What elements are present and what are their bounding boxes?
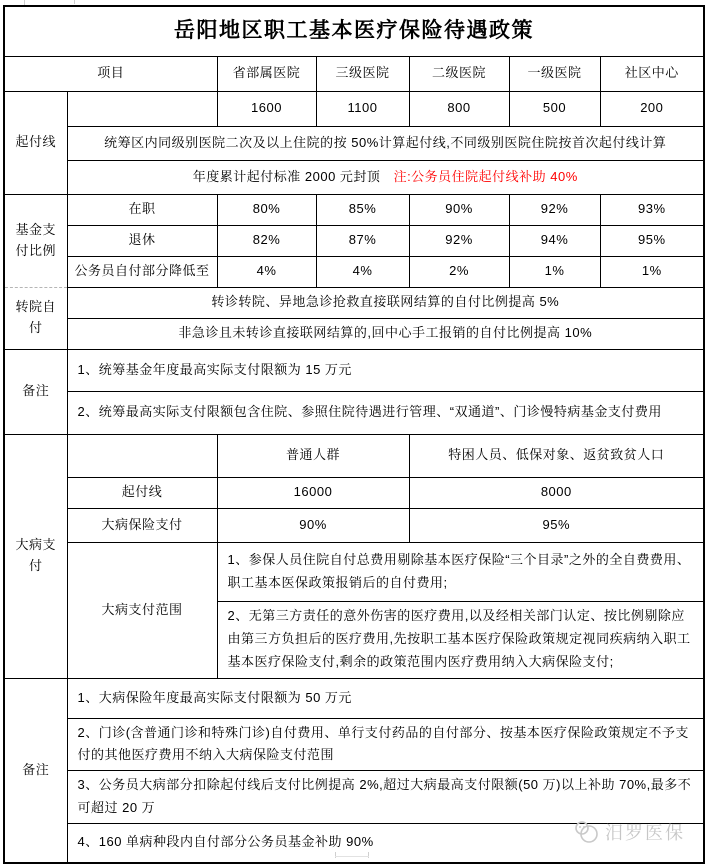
insurance-policy-table [3,5,705,864]
header-col-tier3-hospital: 三级医院 [316,56,409,91]
page-title: 岳阳地区职工基本医疗保险待遇政策 [4,6,704,56]
watermark [574,819,685,845]
notes2-item-1: 1、大病保险年度最高实际支付限额为 50 万元 [67,678,704,718]
notes1-item-1: 1、统筹基金年度最高实际支付限额为 15 万元 [67,349,704,391]
fund-ratio-active-tier1: 92% [509,194,600,225]
serious-illness-empty-cell [67,434,217,477]
deductible-value-tier3: 1100 [316,91,409,126]
mascot-logo-icon [574,820,600,844]
serious-deductible-poverty: 8000 [409,477,704,508]
group-header-general-population: 普通人群 [217,434,409,477]
serious-pay-ratio-general: 90% [217,508,409,542]
serious-scope-item-2: 2、无第三方责任的意外伤害的医疗费用,以及经相关部门认定、按比例剔除应由第三方负担后的医疗费用,先按职工基本医疗保险政策规定视同疾病纳入职工基本医疗保险支付,剩余的政策范围内医疗费用纳入大病保险支付; [217,601,704,678]
fund-ratio-cs-community: 1% [600,256,704,287]
fund-ratio-retired-tier3: 87% [316,225,409,256]
deductible-value-community: 200 [600,91,704,126]
fund-ratio-cs-tier1: 1% [509,256,600,287]
serious-scope-item-1: 1、参保人员住院自付总费用剔除基本医疗保险“三个目录”之外的全自费费用、职工基本医保政策报销后的自付费用; [217,542,704,601]
fund-ratio-active-provincial: 80% [217,194,316,225]
transfer-rule-2: 非急诊且未转诊直接联网结算的,回中心手工报销的自付比例提高 10% [67,318,704,349]
serious-deductible-label: 起付线 [67,477,217,508]
section-label-transfer: 转院自付 [4,287,67,349]
header-col-tier2-hospital: 二级医院 [409,56,509,91]
transfer-rule-1: 转诊转院、异地急诊抢救直接联网结算的自付比例提高 5% [67,287,704,318]
fund-ratio-row-label-active: 在职 [67,194,217,225]
notes2-item-4: 4、160 单病种段内自付部分公务员基金补助 90% [67,823,704,863]
watermark-text: 汨罗医保 [605,823,685,843]
notes1-item-2: 2、统筹最高实际支付限额包含住院、参照住院待遇进行管理、“双通道”、门诊慢特病基金支付费用 [67,391,704,434]
deductible-value-provincial: 1600 [217,91,316,126]
group-header-poverty-population: 特困人员、低保对象、返贫致贫人口 [409,434,704,477]
header-item: 项目 [4,56,217,91]
deductible-annual-cap-cell [67,160,704,194]
section-label-fund-ratio: 基金支付比例 [4,194,67,287]
section-label-serious-illness: 大病支付 [4,434,67,678]
header-col-tier1-hospital: 一级医院 [509,56,600,91]
deductible-value-tier2: 800 [409,91,509,126]
fund-ratio-retired-provincial: 82% [217,225,316,256]
deductible-rule-text: 统筹区内同级别医院二次及以上住院的按 50%计算起付线,不同级别医院住院按首次起付线计算 [67,126,704,160]
fund-ratio-row-label-civil-servant: 公务员自付部分降低至 [67,256,217,287]
annual-cap-text: 年度累计起付标准 2000 元封顶 [192,168,381,184]
fund-ratio-active-tier2: 90% [409,194,509,225]
gridline-artifact [74,0,75,4]
section-label-notes2: 备注 [4,678,67,863]
fund-ratio-retired-tier2: 92% [409,225,509,256]
section-label-notes1: 备注 [4,349,67,434]
section-label-deductible: 起付线 [4,91,67,194]
serious-deductible-general: 16000 [217,477,409,508]
fund-ratio-active-tier3: 85% [316,194,409,225]
header-col-community-center: 社区中心 [600,56,704,91]
fund-ratio-cs-tier2: 2% [409,256,509,287]
fund-ratio-retired-community: 95% [600,225,704,256]
deductible-empty-cell [67,91,217,126]
deductible-value-tier1: 500 [509,91,600,126]
notes2-item-3: 3、公务员大病部分扣除起付线后支付比例提高 2%,超过大病最高支付限额(50 万)以上补助 70%,最多不可超过 20 万 [67,771,704,824]
serious-scope-label: 大病支付范围 [67,542,217,678]
fund-ratio-cs-provincial: 4% [217,256,316,287]
civil-servant-subsidy-note: 注:公务员住院起付线补助 40% [393,168,578,184]
serious-pay-ratio-label: 大病保险支付 [67,508,217,542]
fund-ratio-cs-tier3: 4% [316,256,409,287]
header-col-provincial-hospital: 省部属医院 [217,56,316,91]
fund-ratio-active-community: 93% [600,194,704,225]
notes2-item-2: 2、门诊(含普通门诊和特殊门诊)自付费用、单行支付药品的自付部分、按基本医疗保险政策规定不予支付的其他医疗费用不纳入大病保险支付范围 [67,718,704,771]
serious-pay-ratio-poverty: 95% [409,508,704,542]
fund-ratio-retired-tier1: 94% [509,225,600,256]
fund-ratio-row-label-retired: 退休 [67,225,217,256]
